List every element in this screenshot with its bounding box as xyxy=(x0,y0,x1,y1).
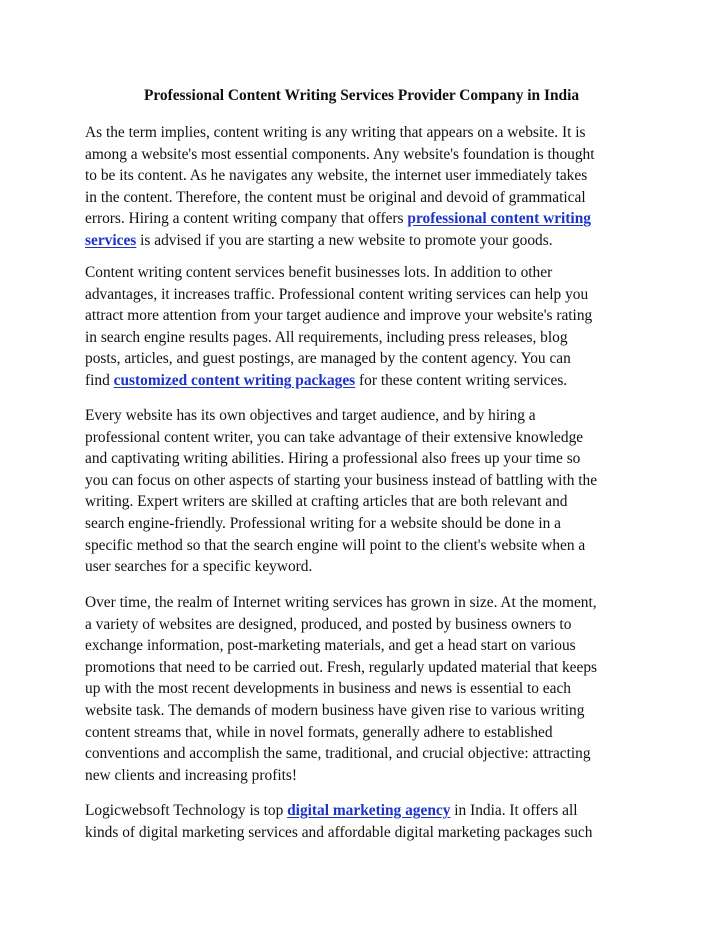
text-line xyxy=(85,678,638,700)
text-line xyxy=(85,305,638,327)
text-segment: you can focus on other aspects of starting your business instead of battling with the xyxy=(85,471,598,489)
text-line xyxy=(85,284,638,306)
text-line xyxy=(85,122,638,144)
text-segment: errors. Hiring a content writing company that offers xyxy=(85,210,408,228)
text-segment: conventions and accomplish the same, traditional, and crucial objective: attracting xyxy=(85,745,591,763)
text-segment: website task. The demands of modern business have given rise to various writing xyxy=(85,701,585,719)
text-segment: for these content writing services. xyxy=(355,371,568,389)
text-line xyxy=(85,592,638,614)
text-line xyxy=(85,405,638,427)
paragraph-intro xyxy=(85,122,638,252)
text-segment: user searches for a specific keyword. xyxy=(85,558,313,576)
text-segment: writing. Expert writers are skilled at crafting articles that are both relevant and xyxy=(85,493,568,511)
text-line xyxy=(85,370,638,392)
link-digital-marketing-agency[interactable]: digital marketing agency xyxy=(287,802,451,819)
text-segment: is advised if you are starting a new website to promote your goods. xyxy=(136,231,553,249)
text-segment: posts, articles, and guest postings, are managed by the content agency. You can xyxy=(85,350,571,368)
text-line xyxy=(85,327,638,349)
link-customized-content-writing-packages[interactable]: customized content writing packages xyxy=(113,371,356,389)
text-segment: promotions that need to be carried out. Fresh, regularly updated material that keeps xyxy=(85,658,598,676)
text-segment: Logicwebsoft Technology is top xyxy=(85,802,288,819)
link-professional-content-writing-services[interactable]: professional content writing xyxy=(407,210,591,228)
text-segment: content streams that, while in novel formats, generally adhere to established xyxy=(85,723,553,741)
text-segment: find xyxy=(85,371,114,389)
text-segment: Every website has its own objectives and target audience, and by hiring a xyxy=(85,407,536,424)
text-line xyxy=(85,535,638,557)
text-line xyxy=(85,187,638,209)
text-line xyxy=(85,800,638,822)
text-segment: kinds of digital marketing services and affordable digital marketing packages such xyxy=(85,823,593,841)
text-line xyxy=(85,765,638,787)
text-line xyxy=(85,262,638,284)
text-segment: a variety of websites are designed, produced, and posted by business owners to xyxy=(85,615,572,633)
text-line xyxy=(85,614,638,636)
text-line xyxy=(85,513,638,535)
paragraph-benefits xyxy=(85,262,638,392)
paragraph-internet-writing xyxy=(85,592,638,786)
paragraph-logicwebsoft xyxy=(85,800,638,843)
text-line xyxy=(85,822,638,844)
text-line xyxy=(85,470,638,492)
text-line xyxy=(85,208,638,230)
text-line xyxy=(85,491,638,513)
link-professional-content-writing-services[interactable]: services xyxy=(85,231,137,249)
text-line xyxy=(85,635,638,657)
text-line xyxy=(85,144,638,166)
text-line xyxy=(85,230,638,252)
text-segment: to be its content. As he navigates any website, the internet user immediately takes xyxy=(85,167,588,185)
text-segment: specific method so that the search engine will point to the client's website when a xyxy=(85,536,586,554)
text-line xyxy=(85,165,638,187)
text-segment: professional content writer, you can take advantage of their extensive knowledge xyxy=(85,428,584,446)
text-line xyxy=(85,657,638,679)
text-segment: advantages, it increases traffic. Professional content writing services can help you xyxy=(85,285,589,303)
text-segment: up with the most recent developments in business and news is essential to each xyxy=(85,680,571,698)
text-segment: in India. It offers all xyxy=(450,802,578,819)
text-line xyxy=(85,427,638,449)
text-segment: attract more attention from your target audience and improve your website's rating xyxy=(85,307,593,325)
text-segment: Over time, the realm of Internet writing services has grown in size. At the moment, xyxy=(85,594,597,611)
document-title: Professional Content Writing Services Provider Company in India xyxy=(143,87,580,104)
text-line xyxy=(85,348,638,370)
text-segment: among a website's most essential components. Any website's foundation is thought xyxy=(85,145,595,163)
text-segment: search engine-friendly. Professional writing for a website should be done in a xyxy=(85,514,561,532)
text-segment: new clients and increasing profits! xyxy=(85,766,297,784)
text-line xyxy=(85,556,638,578)
paragraph-objectives xyxy=(85,405,638,578)
text-segment: exchange information, post-marketing materials, and get a head start on various xyxy=(85,637,576,655)
text-line xyxy=(85,722,638,744)
text-line xyxy=(85,743,638,765)
text-segment: As the term implies, content writing is any writing that appears on a website. It is xyxy=(85,124,586,141)
text-line xyxy=(85,448,638,470)
text-segment: Content writing content services benefit businesses lots. In addition to other xyxy=(85,264,553,281)
text-line xyxy=(85,700,638,722)
text-segment: and captivating writing abilities. Hiring a professional also frees up your time so xyxy=(85,450,581,468)
text-segment: in search engine results pages. All requirements, including press releases, blog xyxy=(85,328,568,346)
text-segment: in the content. Therefore, the content must be original and devoid of grammatical xyxy=(85,188,586,206)
